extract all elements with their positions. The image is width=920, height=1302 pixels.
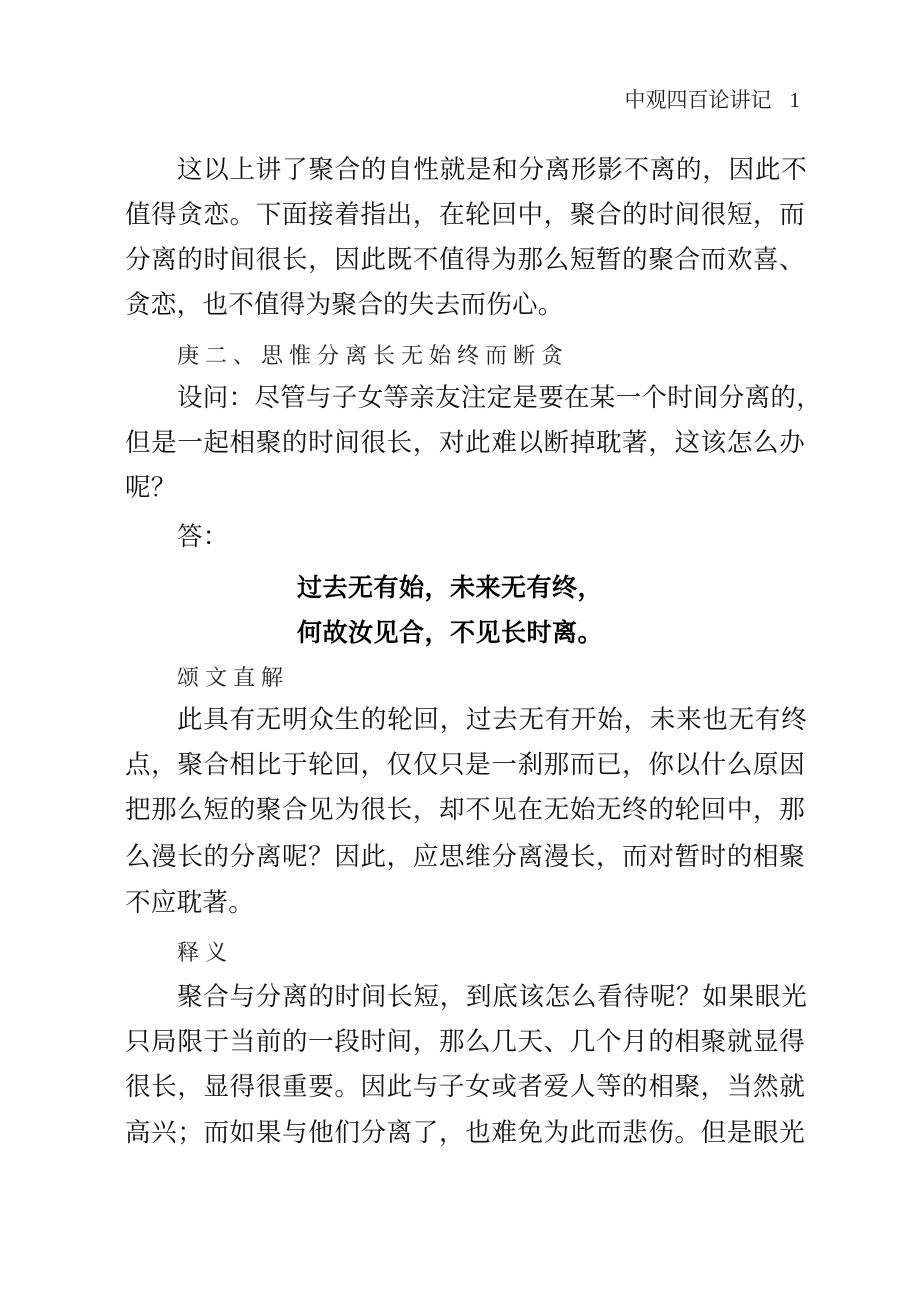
paragraph-line: 此具有无明众生的轮回，过去无有开始，未来也无有终: [177, 705, 807, 735]
paragraph-line: 很长，显得很重要。因此与子女或者爱人等的相聚，当然就: [125, 1072, 805, 1102]
verse-line: 过去无有始，未来无有终，: [297, 573, 604, 602]
paragraph-line: 呢？: [125, 473, 177, 503]
paragraph-line: 但是一起相聚的时间很长，对此难以断掉耽著，这该怎么办: [125, 428, 805, 458]
answer-label: 答：: [177, 522, 229, 552]
section-heading: 释义: [177, 941, 234, 966]
paragraph-line: 点，聚合相比于轮回，仅仅只是一刹那而已，你以什么原因: [125, 750, 805, 780]
paragraph-line: 这以上讲了聚合的自性就是和分离形影不离的，因此不: [177, 155, 807, 185]
paragraph-line: 么漫长的分离呢？因此，应思维分离漫长，而对暂时的相聚: [125, 842, 805, 872]
paragraph-line: 聚合与分离的时间长短，到底该怎么看待呢？如果眼光: [177, 982, 807, 1012]
paragraph-line: 不应耽著。: [125, 888, 255, 918]
paragraph-line: 只局限于当前的一段时间，那么几天、几个月的相聚就显得: [125, 1027, 805, 1057]
page-header: [625, 84, 801, 114]
section-heading: 庚二、思惟分离长无始终而断贪: [177, 344, 570, 369]
paragraph-line: 把那么短的聚合见为很长，却不见在无始无终的轮回中，那: [125, 795, 805, 825]
paragraph-line: 设问：尽管与子女等亲友注定是要在某一个时间分离的，: [177, 383, 823, 413]
paragraph-line: 高兴；而如果与他们分离了，也难免为此而悲伤。但是眼光: [125, 1118, 805, 1148]
page-number: 1: [789, 88, 800, 112]
verse-line: 何故汝见合，不见长时离。: [297, 618, 604, 647]
paragraph-line: 贪恋，也不值得为聚合的失去而伤心。: [125, 290, 564, 320]
book-title: 中观四百论讲记: [624, 88, 772, 112]
paragraph-line: 分离的时间很长，因此既不值得为那么短暂的聚合而欢喜、: [125, 245, 805, 275]
paragraph-line: 值得贪恋。下面接着指出，在轮回中，聚合的时间很短，而: [125, 200, 805, 230]
section-heading: 颂文直解: [177, 666, 290, 691]
